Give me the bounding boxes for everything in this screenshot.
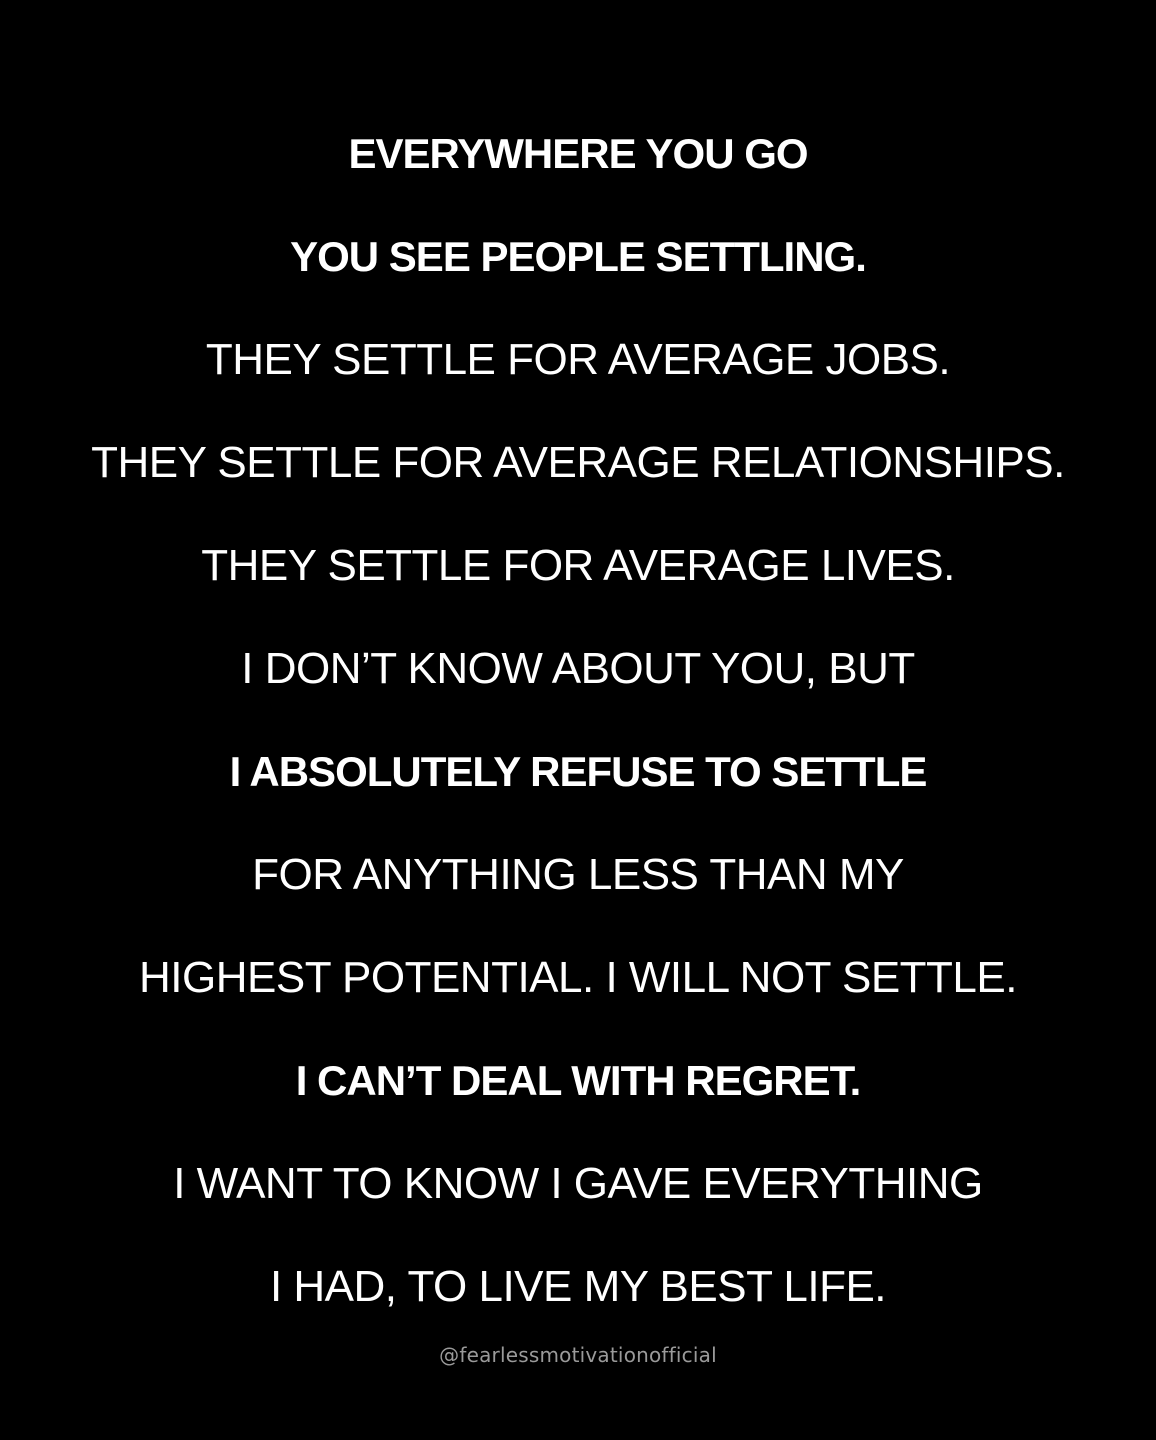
quote-line-9: HIGHEST POTENTIAL. I WILL NOT SETTLE. bbox=[139, 953, 1017, 1002]
quote-line-1: EVERYWHERE YOU GO bbox=[348, 130, 808, 177]
quote-line-7: I ABSOLUTELY REFUSE TO SETTLE bbox=[229, 748, 927, 795]
quote-line-8: FOR ANYTHING LESS THAN MY bbox=[252, 850, 904, 899]
quote-line-3: THEY SETTLE FOR AVERAGE JOBS. bbox=[205, 335, 951, 384]
quote-line-5: THEY SETTLE FOR AVERAGE LIVES. bbox=[201, 541, 955, 590]
quote-line-12: I HAD, TO LIVE MY BEST LIFE. bbox=[269, 1262, 887, 1311]
author-handle: @fearlessmotivationofficial bbox=[439, 1343, 717, 1367]
quote-line-4: THEY SETTLE FOR AVERAGE RELATIONSHIPS. bbox=[91, 438, 1065, 487]
quote-line-10: I CAN’T DEAL WITH REGRET. bbox=[295, 1057, 861, 1104]
quote-line-2: YOU SEE PEOPLE SETTLING. bbox=[290, 233, 866, 280]
quote-line-11: I WANT TO KNOW I GAVE EVERYTHING bbox=[173, 1159, 983, 1208]
quote-line-6: I DON’T KNOW ABOUT YOU, BUT bbox=[241, 644, 915, 693]
